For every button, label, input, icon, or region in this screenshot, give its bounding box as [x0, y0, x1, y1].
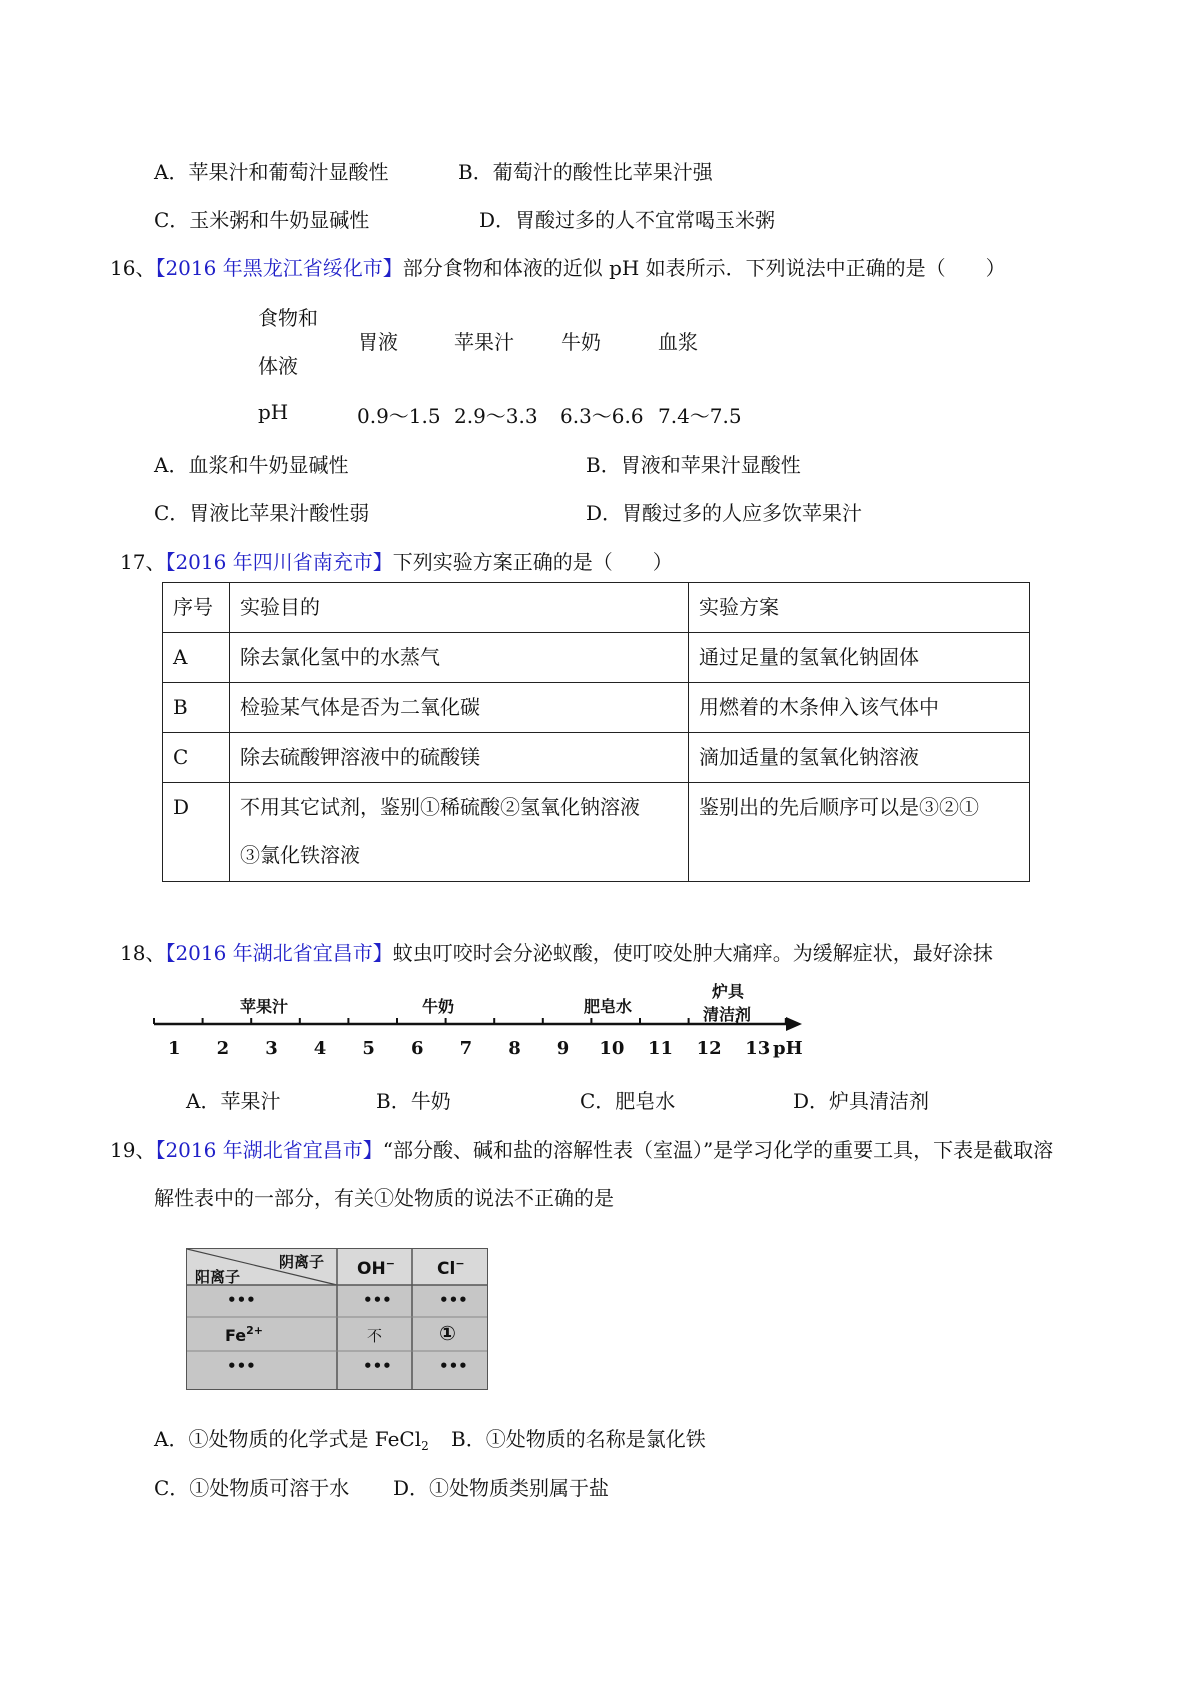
- label-soap-water: 肥皂水: [584, 997, 633, 1016]
- tick-label: 6: [411, 1038, 424, 1059]
- tick-label: 11: [648, 1038, 674, 1059]
- tick-label: 7: [459, 1038, 473, 1059]
- q16-row-header-line1: 食物和: [258, 306, 318, 330]
- dots-cell: •••: [439, 1291, 468, 1309]
- q19-stem-line2: 解性表中的一部分，有关①处物质的说法不正确的是: [154, 1186, 614, 1210]
- q18-option-c: C．肥皂水: [580, 1089, 676, 1113]
- q16-ph-gastric: 0.9～1.5: [357, 404, 441, 428]
- q16-item-apple: 苹果汁: [454, 330, 514, 354]
- label-apple-juice: 苹果汁: [240, 997, 289, 1016]
- table-cell: D: [163, 783, 230, 882]
- q17-number: 17、: [120, 550, 166, 574]
- table-cell: 检验某气体是否为二氧化碳: [230, 683, 689, 733]
- tick-label: 12: [696, 1038, 722, 1059]
- q17-source: 【2016 年四川省南充市】: [165, 550, 393, 574]
- q19-option-d: D．①处物质类别属于盐: [393, 1476, 610, 1500]
- insoluble-mark: 不: [367, 1327, 383, 1345]
- table-cell: 除去氯化氢中的水蒸气: [230, 633, 689, 683]
- dots-cell: •••: [227, 1357, 256, 1375]
- q19-option-a-text: A．①处物质的化学式是 FeCl: [154, 1427, 422, 1451]
- q16-ph-plasma: 7.4～7.5: [658, 404, 742, 428]
- q16-item-plasma: 血浆: [658, 330, 698, 354]
- table-cell: 滴加适量的氢氧化钠溶液: [689, 733, 1030, 783]
- q15-option-d: D．胃酸过多的人不宜常喝玉米粥: [479, 208, 776, 232]
- table-header-cell: 实验方案: [689, 583, 1030, 633]
- table-cell: 用燃着的木条伸入该气体中: [689, 683, 1030, 733]
- q19-option-c: C．①处物质可溶于水: [154, 1476, 350, 1500]
- q16-option-b: B．胃液和苹果汁显酸性: [586, 453, 801, 477]
- dots-cell: •••: [439, 1357, 468, 1375]
- q17-stem: 下列实验方案正确的是（ ）: [392, 550, 673, 574]
- axis-arrowhead: [786, 1017, 802, 1031]
- q15-option-b: B．葡萄汁的酸性比苹果汁强: [458, 160, 713, 184]
- solubility-table: [186, 1248, 488, 1390]
- q16-number: 16、: [110, 256, 156, 280]
- oh-symbol: OH: [357, 1259, 386, 1279]
- cation-header: 阳离子: [195, 1268, 241, 1286]
- table-cell: 通过足量的氢氧化钠固体: [689, 633, 1030, 683]
- tick-label: 1: [168, 1038, 181, 1059]
- anion-header: 阴离子: [279, 1253, 325, 1271]
- fe-charge: 2+: [246, 1324, 264, 1337]
- dots-cell: •••: [363, 1357, 392, 1375]
- circled-one-mark: ①: [439, 1321, 456, 1345]
- table-cell: A: [163, 633, 230, 683]
- table-row: [163, 783, 1030, 882]
- q16-ph-apple: 2.9～3.3: [454, 404, 538, 428]
- q16-stem-line: [110, 252, 1006, 281]
- label-stove-cleaner-line2: 清洁剂: [703, 1005, 752, 1024]
- tick-label: 9: [556, 1038, 570, 1059]
- tick-label: 13: [745, 1038, 771, 1059]
- q18-stem: 蚊虫叮咬时会分泌蚁酸，使叮咬处肿大痛痒。为缓解症状，最好涂抹: [392, 941, 993, 965]
- q19-number: 19、: [110, 1138, 156, 1162]
- tick-label: 3: [265, 1038, 278, 1059]
- q18-source: 【2016 年湖北省宜昌市】: [165, 941, 393, 965]
- q16-ph-milk: 6.3～6.6: [560, 404, 644, 428]
- q16-option-d: D．胃酸过多的人应多饮苹果汁: [586, 501, 863, 525]
- tick-label: 5: [362, 1038, 375, 1059]
- cl-charge: −: [455, 1257, 465, 1270]
- q19-option-a: [154, 1423, 429, 1453]
- q19-option-a-subscript: 2: [421, 1439, 429, 1453]
- q16-stem: 部分食物和体液的近似 pH 如表所示．下列说法中正确的是（ ）: [402, 256, 1006, 280]
- label-stove-cleaner-line1: 炉具: [712, 982, 745, 1001]
- q19-option-b: B．①处物质的名称是氯化铁: [451, 1427, 706, 1451]
- table-header-cell: 实验目的: [230, 583, 689, 633]
- q19-source: 【2016 年湖北省宜昌市】: [155, 1138, 383, 1162]
- q19-stem-1: “部分酸、碱和盐的溶解性表（室温）”是学习化学的重要工具，下表是截取溶: [382, 1138, 1054, 1162]
- cl-symbol: Cl: [437, 1259, 456, 1279]
- q16-ph-label: pH: [258, 400, 289, 424]
- oh-header: [357, 1257, 395, 1279]
- q16-row-header-line2: 体液: [258, 354, 298, 378]
- q18-option-a: A．苹果汁: [186, 1089, 281, 1113]
- q17-stem-line: [120, 546, 673, 575]
- table-row: [163, 683, 1030, 733]
- table-row: [163, 633, 1030, 683]
- fe-symbol: Fe: [225, 1326, 247, 1345]
- q15-option-a: A．苹果汁和葡萄汁显酸性: [154, 160, 389, 184]
- axis-unit-ph: pH: [773, 1038, 803, 1059]
- tick-label: 2: [216, 1038, 230, 1059]
- q18-stem-line: [120, 937, 993, 966]
- q19-stem-line1: [110, 1134, 1053, 1163]
- table-cell: C: [163, 733, 230, 783]
- table-cell-line: 不用其它试剂，鉴别①稀硫酸②氢氧化钠溶液: [240, 795, 640, 819]
- q16-source: 【2016 年黑龙江省绥化市】: [155, 256, 403, 280]
- q18-number: 18、: [120, 941, 166, 965]
- label-milk: 牛奶: [422, 997, 455, 1016]
- table-row: [163, 733, 1030, 783]
- q18-option-d: D．炉具清洁剂: [793, 1089, 930, 1113]
- oh-charge: −: [385, 1257, 395, 1270]
- q16-option-c: C．胃液比苹果汁酸性弱: [154, 501, 370, 525]
- q16-option-a: A．血浆和牛奶显碱性: [154, 453, 349, 477]
- q16-item-milk: 牛奶: [561, 330, 601, 354]
- table-cell-line: ③氯化铁溶液: [240, 843, 360, 867]
- fe-cation: [225, 1324, 263, 1345]
- table-cell: 除去硫酸钾溶液中的硫酸镁: [230, 733, 689, 783]
- q15-option-c: C．玉米粥和牛奶显碱性: [154, 208, 370, 232]
- table-cell: B: [163, 683, 230, 733]
- tick-label: 10: [599, 1038, 625, 1059]
- table-header-cell: 序号: [163, 583, 230, 633]
- dots-cell: •••: [227, 1291, 256, 1309]
- table-header-row: [163, 583, 1030, 633]
- q17-plan-table: [162, 582, 1030, 882]
- dots-cell: •••: [363, 1291, 392, 1309]
- tick-label: 4: [313, 1038, 327, 1059]
- tick-label: 8: [508, 1038, 521, 1059]
- q18-option-b: B．牛奶: [376, 1089, 451, 1113]
- cl-header: [437, 1257, 465, 1279]
- q16-item-gastric: 胃液: [358, 330, 398, 354]
- table-cell: 鉴别出的先后顺序可以是③②①: [689, 783, 1030, 882]
- table-cell: [230, 783, 689, 882]
